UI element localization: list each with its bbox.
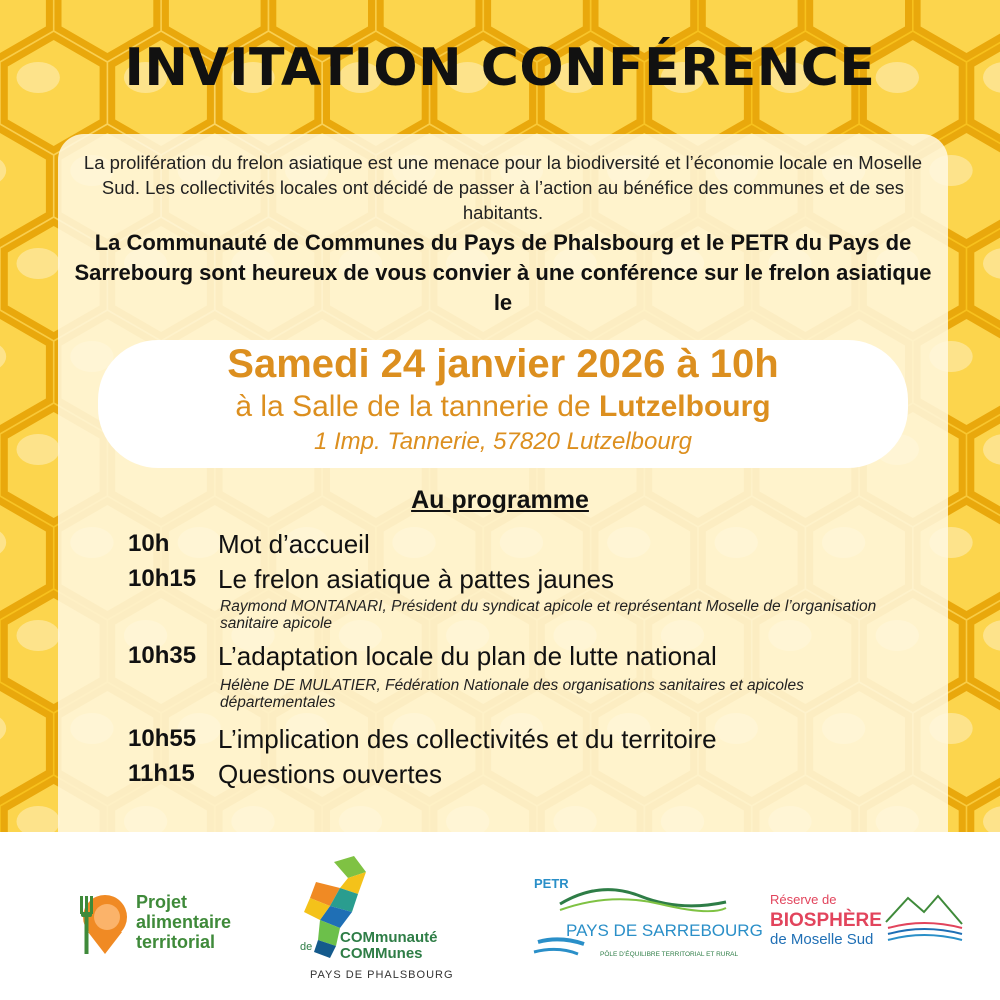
ccpp-line1: COMmunauté [340,929,438,946]
petr-tag: PETR [534,876,569,891]
logo-communaute-communes-phalsbourg [296,854,471,990]
honeycomb-highlight [17,434,60,465]
programme-time: 10h15 [128,565,197,592]
page-title: INVITATION CONFÉRENCE [124,38,876,98]
programme-label: L’adaptation locale du plan de lutte national [218,641,717,671]
programme-time: 10h55 [128,725,197,752]
intro-bold-text: La Communauté de Communes du Pays de Phalsbourg et le PETR du Pays de Sarrebourg sont heureux de vous convier à une conférence sur le frelon asiatique le [74,230,932,315]
biosphere-mark-icon [768,884,968,964]
ccpp-line3: PAYS DE PHALSBOURG [310,969,454,981]
event-venue-prefix: à la Salle de la tannerie de [235,390,599,423]
honeycomb-highlight [17,248,60,279]
programme-speaker: Raymond MONTANARI, Président du syndicat apicole et représentant Moselle de l’organisation sanitaire apicole [220,598,877,632]
partner-logos-footer [0,832,1000,1000]
event-date: Samedi 24 janvier 2026 à 10h [227,342,779,386]
programme-heading: Au programme [411,486,589,514]
logo-petr-pays-sarrebourg [530,874,763,964]
programme-label: L’implication des collectivités et du territoire [218,724,717,754]
programme-label: Questions ouvertes [218,759,443,789]
ccpp-mark-icon [296,854,471,990]
programme-time: 10h [128,530,170,557]
pat-line2: alimentaire [136,912,232,932]
biosphere-line2: BIOSPHÈRE [770,910,882,931]
event-venue [98,390,908,424]
pat-line1: Projet [136,892,188,912]
petr-sub: PÔLE D’ÉQUILIBRE TERRITORIAL ET RURAL [600,951,739,958]
programme-time: 10h35 [128,642,197,669]
petr-name: PAYS DE SARREBOURG [566,921,763,940]
biosphere-line3: de Moselle Sud [770,931,874,948]
pat-mark-icon [76,888,256,958]
honeycomb-highlight [17,620,60,651]
programme-speaker: Hélène DE MULATIER, Fédération Nationale des organisations sanitaires et apicoles départementales [220,677,804,711]
event-address: 1 Imp. Tannerie, 57820 Lutzelbourg [313,428,693,455]
programme-time: 11h15 [128,760,195,787]
logo-projet-alimentaire-territorial [76,888,256,958]
programme-label: Mot d’accueil [218,529,370,559]
logo-reserve-biosphere [768,884,968,964]
ccpp-line2: COMMunes [340,945,423,962]
ccpp-prefix: de [300,941,313,953]
pat-line3: territorial [136,932,216,952]
biosphere-line1: Réserve de [770,892,837,907]
programme-label: Le frelon asiatique à pattes jaunes [218,564,615,594]
event-venue-town: Lutzelbourg [598,390,771,423]
intro-text: La prolifération du frelon asiatique est une menace pour la biodiversité et l’économie locale en Moselle Sud. Les collectivités locales ont décidé de passer à l’action au bénéfice des communes et de ses habitants. [83,152,923,223]
petr-mark-icon [530,874,763,964]
